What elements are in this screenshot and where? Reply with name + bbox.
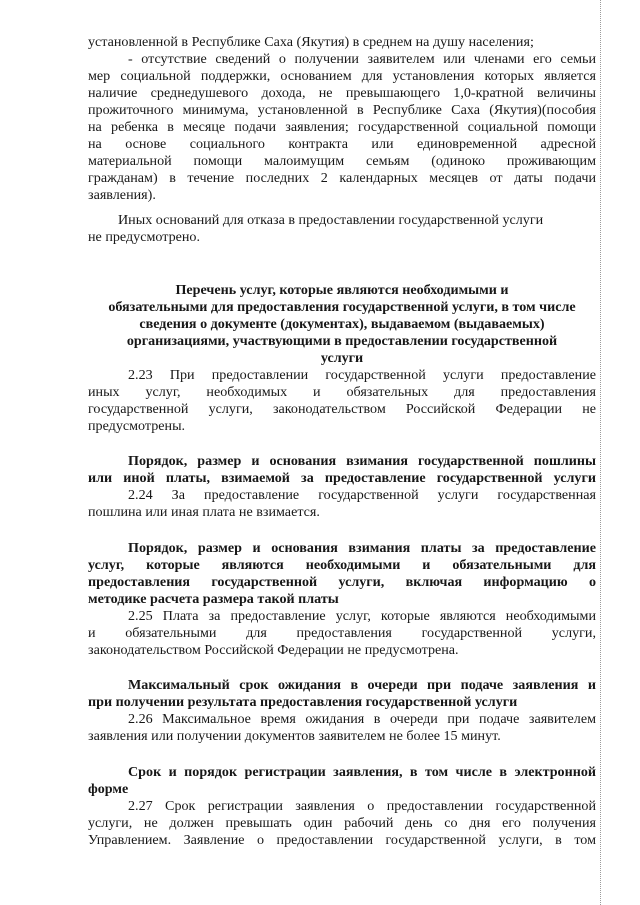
section-heading: Порядок, размер и основания взимания государственной пошлины [128, 453, 596, 469]
text-line: прожиточного минимума, установленной в Республике Саха (Якутия)(пособия [88, 102, 596, 118]
section-heading: Порядок, размер и основания взимания платы за предоставление [128, 540, 596, 556]
text-line: государственной услуги, законодательством Российской Федерации не [88, 401, 596, 417]
section-heading: Перечень услуг, которые являются необходимыми и [175, 282, 509, 298]
section-heading: сведения о документе (документах), выдаваемом (выдаваемых) [139, 316, 545, 332]
section-heading: услуги [320, 350, 364, 366]
text-line: мер социальной поддержки, основанием для установления которых является [88, 68, 596, 84]
text-line: Иных оснований для отказа в предоставлении государственной услуги [118, 212, 544, 228]
section-heading: форме [88, 781, 129, 797]
text-line: заявления). [88, 187, 156, 203]
section-heading: Срок и порядок регистрации заявления, в том числе в электронной [128, 764, 596, 780]
section-heading: при получении результата предоставления государственной услуги [88, 694, 518, 710]
section-heading: методике расчета размера такой платы [88, 591, 339, 607]
text-line: и обязательными для предоставления государственной услуги, [88, 625, 596, 641]
text-line: 2.24 За предоставление государственной услуги государственная [128, 487, 596, 503]
text-line: не предусмотрено. [88, 229, 200, 245]
text-line: 2.23 При предоставлении государственной услуги предоставление [128, 367, 596, 383]
section-heading: или иной платы, взимаемой за предоставление государственной услуги [88, 470, 596, 486]
text-line: предусмотрены. [88, 418, 186, 434]
text-line: гражданам) в течение последних 2 календарных месяцев от даты подачи [88, 170, 596, 186]
section-heading: обязательными для предоставления государственной услуги, в том числе [108, 299, 576, 315]
text-line: услуги, не должен превышать один рабочий день со дня его получения [88, 815, 596, 831]
text-line: Управлением. Заявление о предоставлении государственной услуги, в том [88, 832, 596, 848]
text-line: материальной помощи малоимущим семьям (одиноко проживающим [88, 153, 596, 169]
section-heading: предоставления государственной услуги, включая информацию о [88, 574, 596, 590]
section-heading: организациями, участвующими в предоставлении государственной [126, 333, 558, 349]
text-line: 2.26 Максимальное время ожидания в очереди при подаче заявителем [128, 711, 596, 727]
text-line: установленной в Республике Саха (Якутия) в среднем на душу населения; [88, 34, 534, 50]
text-line: иных услуг, необходимых и обязательных для предоставления [88, 384, 596, 400]
section-heading: услуг, которые являются необходимыми и обязательными для [88, 557, 596, 573]
text-line: на основе социального контракта или единовременной адресной [88, 136, 596, 152]
text-line: наличие среднедушевого дохода, не превышающего 1,0-кратной величины [88, 85, 596, 101]
text-line: заявления или получении документов заявителем не более 15 минут. [88, 728, 501, 744]
text-line: 2.25 Плата за предоставление услуг, которые являются необходимыми [128, 608, 596, 624]
text-line: на ребенка в месяце подачи заявления; государственной социальной помощи [88, 119, 596, 135]
text-line: - отсутствие сведений о получении заявителем или членами его семьи [128, 51, 596, 67]
page-fold-line [600, 0, 602, 905]
text-line: законодательством Российской Федерации не предусмотрена. [88, 642, 459, 658]
section-heading: Максимальный срок ожидания в очереди при подаче заявления и [128, 677, 596, 693]
text-line: пошлина или иная плата не взимается. [88, 504, 320, 520]
text-line: 2.27 Срок регистрации заявления о предоставлении государственной [128, 798, 596, 814]
